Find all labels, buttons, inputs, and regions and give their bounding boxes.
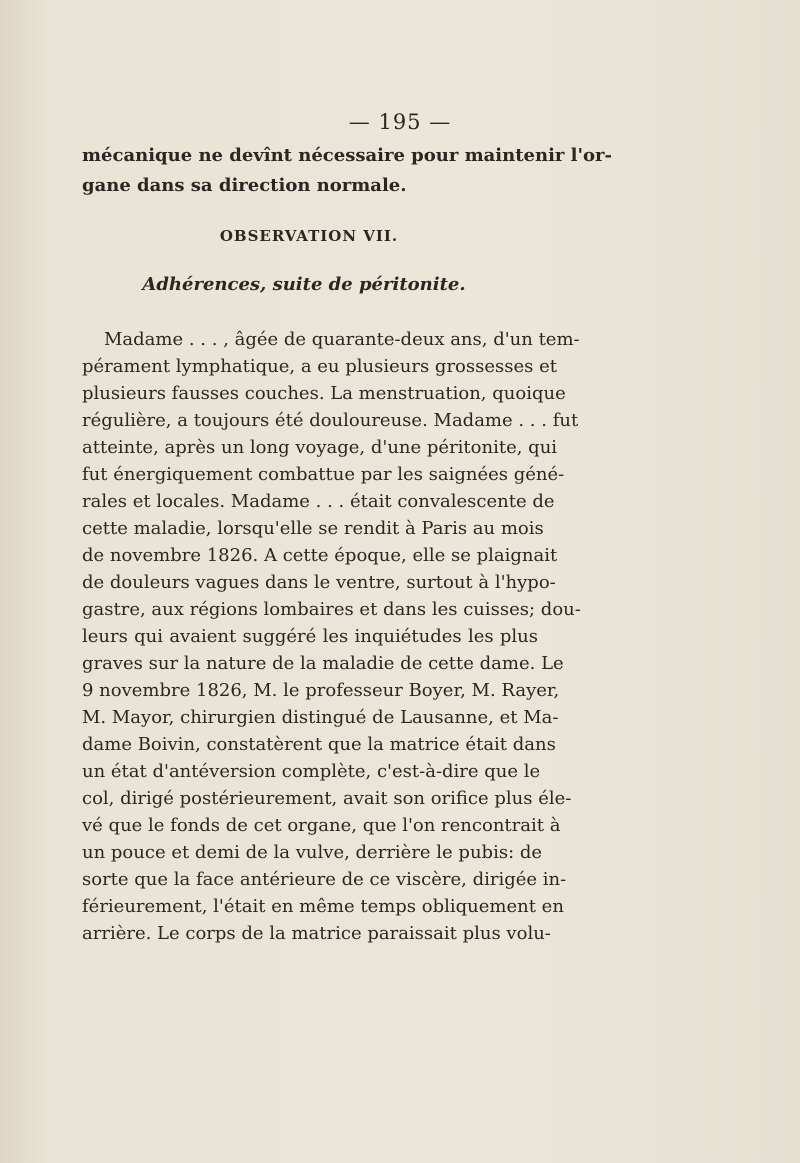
- intro-line: mécanique ne devînt nécessaire pour maintenir l'or-: [82, 145, 612, 166]
- body-line: vé que le fonds de cet organe, que l'on rencontrait à: [82, 815, 561, 836]
- body-line: cette maladie, lorsqu'elle se rendit à Paris au mois: [82, 518, 544, 539]
- body-line: rales et locales. Madame . . . était convalescente de: [82, 491, 555, 512]
- body-line: M. Mayor, chirurgien distingué de Lausanne, et Ma-: [82, 707, 559, 728]
- body-line: arrière. Le corps de la matrice paraissait plus volu-: [82, 923, 551, 944]
- body-line: plusieurs fausses couches. La menstruation, quoique: [82, 383, 566, 404]
- body-line: dame Boivin, constatèrent que la matrice était dans: [82, 734, 556, 755]
- body-line: un état d'antéversion complète, c'est-à-dire que le: [82, 761, 541, 782]
- body-line: de novembre 1826. A cette époque, elle se plaignait: [82, 545, 558, 566]
- body-line: régulière, a toujours été douloureuse. Madame . . . fut: [82, 410, 579, 431]
- body-line: 9 novembre 1826, M. le professeur Boyer, M. Rayer,: [82, 680, 560, 701]
- body-line: gastre, aux régions lombaires et dans les cuisses; dou-: [82, 599, 581, 620]
- body-line: de douleurs vagues dans le ventre, surtout à l'hypo-: [82, 572, 556, 593]
- body-line: férieurement, l'était en même temps obliquement en: [82, 896, 564, 917]
- body-line: un pouce et demi de la vulve, derrière le pubis: de: [82, 842, 543, 863]
- body-line: leurs qui avaient suggéré les inquiétudes les plus: [82, 626, 538, 647]
- body-line: graves sur la nature de la maladie de cette dame. Le: [82, 653, 564, 674]
- intro-line: gane dans sa direction normale.: [82, 175, 407, 196]
- body-line: Madame . . . , âgée de quarante-deux ans, d'un tem-: [104, 329, 580, 350]
- page-number: — 195 —: [348, 110, 452, 134]
- observation-subtitle: Adhérences, suite de péritonite.: [142, 274, 466, 295]
- body-line: fut énergiquement combattue par les saignées géné-: [82, 464, 565, 485]
- body-line: sorte que la face antérieure de ce viscère, dirigée in-: [82, 869, 567, 890]
- observation-heading: OBSERVATION VII.: [219, 227, 399, 245]
- body-line: pérament lymphatique, a eu plusieurs grossesses et: [82, 356, 557, 377]
- body-line: atteinte, après un long voyage, d'une péritonite, qui: [82, 437, 558, 458]
- body-line: col, dirigé postérieurement, avait son orifice plus éle-: [82, 788, 572, 809]
